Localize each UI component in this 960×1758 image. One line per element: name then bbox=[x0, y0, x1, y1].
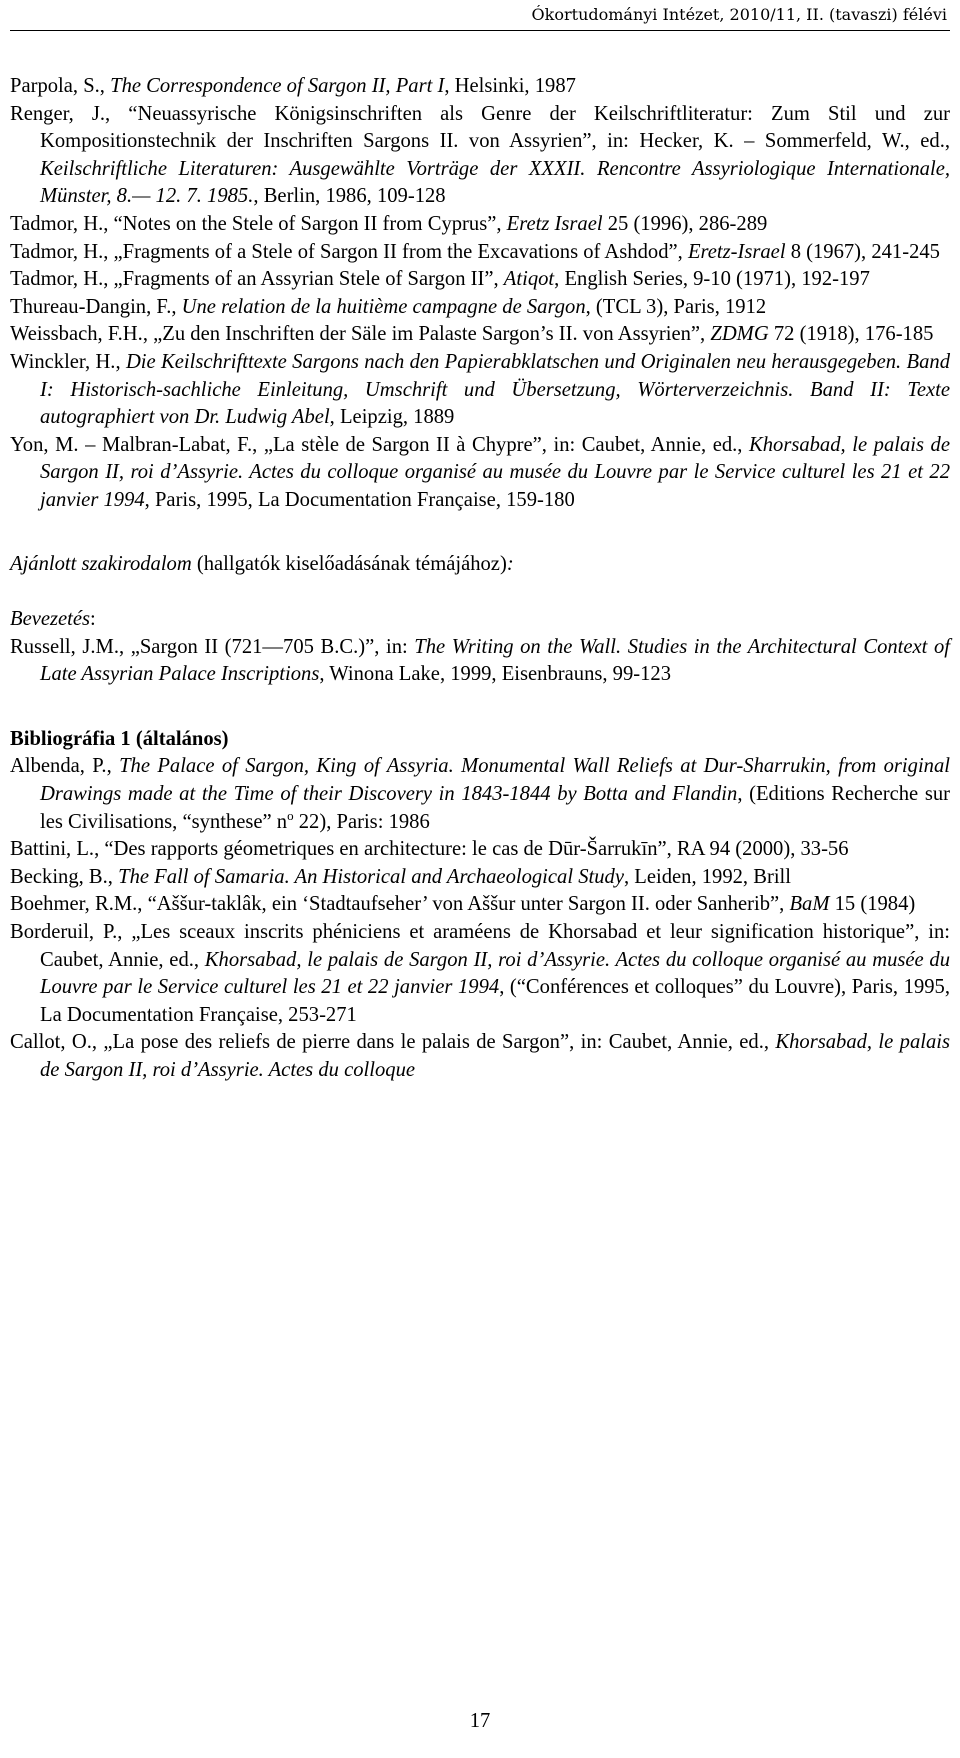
bibliography-entry bbox=[10, 891, 950, 919]
bibliography-entry bbox=[10, 634, 950, 689]
italic-text: Eretz-Israel bbox=[687, 240, 786, 263]
italic-text: Keilschriftliche Literaturen: Ausgewählte Vorträge der XXXII. Rencontre Assyriologique Internationale, Münster, 8.— 12. 7. 1985. bbox=[40, 157, 950, 208]
italic-text: The Fall of Samaria. An Historical and Archaeological Study bbox=[118, 865, 624, 888]
bibliography-entry bbox=[10, 73, 950, 101]
italic-text: Die Keilschrifttexte Sargons nach den Papierabklatschen und Originalen neu herausgegeben. Band I: Historisch-sachliche Einleitung, Umschrift und Übersetzung, Wörterverzeichnis. Band II: Texte autographiert von Dr. Ludwig Abel bbox=[40, 350, 950, 429]
bibliography-1-list bbox=[10, 753, 950, 1084]
text-run: Albenda, P., bbox=[10, 755, 120, 778]
text-run: Tadmor, H., “Notes on the Stele of Sargon II from Cyprus”, bbox=[10, 212, 507, 235]
text-run: Winckler, H., bbox=[10, 350, 126, 373]
bibliography-entry bbox=[10, 294, 950, 322]
text-run: , Helsinki, 1987 bbox=[444, 75, 576, 97]
bibliography-entry bbox=[10, 919, 950, 1029]
bibliography-entry bbox=[10, 349, 950, 432]
bibliography-entry bbox=[10, 211, 950, 239]
text-run: Weissbach, F.H., „Zu den Inschriften der Säle im Palaste Sargon’s II. von Assyrien”, bbox=[10, 323, 711, 346]
text-run: Russell, J.M., „Sargon II (721—705 B.C.)”, in: bbox=[10, 635, 415, 658]
italic-text: The Writing on the Wall. Studies in the Architectural Context of Late Assyrian Palace Inscriptions bbox=[40, 635, 950, 686]
text-run: , Leiden, 1992, Brill bbox=[623, 865, 791, 888]
text-run: Parpola, S., bbox=[10, 75, 111, 97]
italic-text: Atiqot bbox=[503, 268, 555, 291]
recommended-literature-heading bbox=[10, 551, 950, 579]
text-run: Yon, M. – Malbran-Labat, F., „La stèle de Sargon II à Chypre”, in: Caubet, Annie, ed., bbox=[10, 433, 749, 456]
text-run: , Paris, 1995, La Documentation Française, 159-180 bbox=[144, 488, 575, 511]
bibliography-1-heading: Bibliográfia 1 (általános) bbox=[10, 727, 229, 750]
italic-text: Khorsabad, le palais de Sargon II, roi d’Assyrie. Actes du colloque organisé au musée du Louvre par le Service culturel les 21 et 22 janvier 1994 bbox=[40, 433, 950, 511]
text-run: Thureau-Dangin, F., bbox=[10, 295, 182, 318]
bibliography-entry bbox=[10, 432, 950, 515]
bibliography-entry bbox=[10, 1029, 950, 1084]
text-run: Callot, O., „La pose des reliefs de pierre dans le palais de Sargon”, in: Caubet, Annie, ed., bbox=[10, 1031, 776, 1054]
text-run: 72 (1918), 176-185 bbox=[768, 323, 934, 346]
italic-text: Khorsabad, le palais de Sargon II, roi d’Assyrie. Actes du colloque bbox=[40, 1031, 950, 1081]
text-run: (hallgatók kiselőadásának témájához) bbox=[191, 552, 507, 575]
text-run: Renger, J., “Neuassyrische Königsinschriften als Genre der Keilschriftliteratur: Zum Stil und zur Kompositionstechnik der Inschriften Sargons II. von Assyrien”, in: Hecker, K. – Sommerfeld, W., ed., bbox=[10, 102, 950, 153]
bibliography-entry bbox=[10, 321, 950, 349]
page-number: 17 bbox=[469, 1710, 491, 1732]
text-run: 8 (1967), 241-245 bbox=[785, 240, 940, 263]
text-run: : bbox=[90, 608, 96, 631]
italic-text: The Palace of Sargon, King of Assyria. Monumental Wall Reliefs at Dur-Sharrukin, from original Drawings made at the Time of their Discovery in 1843-1844 by Botta and Flandin bbox=[40, 755, 950, 806]
italic-text: Bevezetés bbox=[10, 608, 91, 631]
italic-text: Ajánlott szakirodalom bbox=[10, 552, 192, 575]
bibliography-list-continued bbox=[10, 73, 950, 515]
text-run: , (“Conférences et colloques” du Louvre), Paris, 1995, La Documentation Française, 253-271 bbox=[40, 976, 950, 1026]
italic-text: The Correspondence of Sargon II, Part I bbox=[110, 75, 445, 97]
header-rule bbox=[10, 30, 950, 31]
text-run: , Berlin, 1986, 109-128 bbox=[253, 185, 446, 208]
italic-text: Une relation de la huitième campagne de Sargon bbox=[181, 295, 586, 318]
text-run: , Leipzig, 1889 bbox=[329, 406, 455, 429]
text-run: Borderuil, P., „Les sceaux inscrits phéniciens et araméens de Khorsabad et leur signification historique”, in: Caubet, Annie, ed., bbox=[10, 921, 950, 971]
italic-text: BaM bbox=[789, 893, 830, 916]
text-run: 25 (1996), 286-289 bbox=[602, 212, 768, 235]
text-run: 15 (1984) bbox=[829, 893, 916, 916]
text-run: Tadmor, H., „Fragments of a Stele of Sargon II from the Excavations of Ashdod”, bbox=[10, 240, 688, 263]
bibliography-entry bbox=[10, 753, 950, 836]
bibliography-entry bbox=[10, 266, 950, 294]
text-run: o bbox=[287, 807, 294, 823]
introduction-heading bbox=[10, 606, 950, 634]
text-run: Boehmer, R.M., “Aššur-taklâk, ein ‘Stadtaufseher’ von Aššur unter Sargon II. oder Sanherib”, bbox=[10, 893, 790, 916]
text-run: Battini, L., “Des rapports géometriques en architecture: le cas de Dūr-Šarrukīn”, RA 94 (2000), 33-56 bbox=[10, 838, 849, 861]
introduction-list bbox=[10, 634, 950, 689]
italic-text: Khorsabad, le palais de Sargon II, roi d’Assyrie. Actes du colloque organisé au musée du Louvre par le Service culturel les 21 et 22 janvier 1994 bbox=[40, 948, 950, 999]
bibliography-entry bbox=[10, 239, 950, 267]
text-run: , Winona Lake, 1999, Eisenbrauns, 99-123 bbox=[319, 663, 672, 686]
text-run: , (Editions Recherche sur les Civilisations, “synthese” n bbox=[40, 783, 950, 833]
bibliography-entry bbox=[10, 836, 950, 864]
text-run: Becking, B., bbox=[10, 865, 119, 888]
running-header: Ókortudományi Intézet, 2010/11, II. (tavaszi) félévi bbox=[531, 5, 947, 24]
italic-text: Eretz Israel bbox=[506, 212, 603, 235]
text-run: Tadmor, H., „Fragments of an Assyrian Stele of Sargon II”, bbox=[10, 268, 504, 291]
italic-text: : bbox=[506, 552, 514, 575]
bibliography-entry bbox=[10, 864, 950, 892]
text-run: 22), Paris: 1986 bbox=[293, 810, 430, 833]
text-run: , (TCL 3), Paris, 1912 bbox=[585, 295, 767, 318]
italic-text: ZDMG bbox=[710, 323, 769, 346]
text-run: , English Series, 9-10 (1971), 192-197 bbox=[554, 268, 870, 291]
bibliography-entry bbox=[10, 101, 950, 211]
